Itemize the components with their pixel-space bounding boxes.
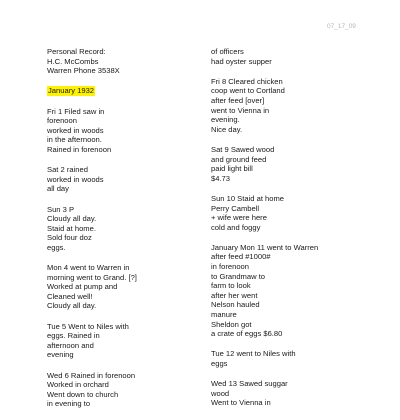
diary-entry-line: in evening to (47, 399, 91, 409)
diary-entry-line: Worked at pump and (47, 282, 118, 292)
diary-entry-line: Tue 5 Went to Niles with (47, 321, 129, 331)
diary-entry-line: Nelson hauled (211, 300, 260, 310)
diary-entry-line: eggs. Rained in (47, 331, 100, 341)
diary-entry-line: cold and foggy (211, 222, 261, 232)
diary-entry-line: $4.73 (211, 173, 231, 183)
diary-entry (47, 371, 197, 409)
diary-entry-line: Sun 10 Staid at home (211, 193, 285, 203)
diary-entry (211, 47, 361, 66)
diary-entry-line: afternoon and (47, 340, 94, 350)
header-block (47, 47, 197, 76)
diary-entry (47, 107, 197, 155)
diary-entry (47, 165, 197, 194)
left-entries (47, 107, 197, 409)
diary-entry-line: Worked in orchard (47, 380, 109, 390)
diary-entry-line: Rained in forenoon (47, 144, 112, 154)
diary-entry-line: after feed #1000# (211, 252, 271, 262)
diary-entry-line: a crate of eggs $6.80 (211, 329, 283, 339)
diary-entry-line: Cloudy all day. (47, 214, 97, 224)
diary-entry-line: morning went to Grand. [?] (47, 272, 137, 282)
diary-entry-line: in forenoon (211, 262, 249, 272)
diary-entry-line: eggs. (47, 242, 66, 252)
diary-entry-line: worked in woods (47, 174, 104, 184)
left-column (47, 47, 197, 420)
diary-entry-line: evening. (211, 115, 240, 125)
diary-entry-line: to Grandmaw to (211, 271, 266, 281)
page-number: 07_17_09 (327, 23, 356, 30)
diary-entry-line: had oyster supper (211, 56, 272, 66)
diary-entry-line: all day (47, 184, 69, 194)
diary-entry (211, 349, 361, 368)
right-column (211, 47, 361, 419)
diary-entry-line: after feed [over] (211, 95, 265, 105)
diary-entry (47, 322, 197, 360)
diary-entry-line: + wife were here (211, 213, 267, 223)
diary-entry (47, 205, 197, 253)
diary-entry-line: Sat 2 rained (47, 165, 88, 175)
diary-entry-line: coop went to Cortland (211, 86, 285, 96)
diary-entry-line: Nice day. (211, 124, 243, 134)
diary-entry (211, 379, 361, 408)
diary-entry-line: Fri 1 Filed saw in (47, 106, 105, 116)
diary-entry-line: forenoon (47, 116, 77, 126)
diary-entry-line: went to Vienna in (211, 105, 270, 115)
diary-entry-line: in the afternoon. (47, 135, 102, 145)
header-line: Warren Phone 3538X (47, 66, 120, 76)
diary-entry-line: Sun 3 P (47, 204, 75, 214)
diary-entry-line: Sheldon got (211, 319, 252, 329)
diary-entry-line: Wed 6 Rained in forenoon (47, 370, 136, 380)
diary-entry-line: Sold four doz (47, 233, 92, 243)
diary-entry-line: Wed 13 Sawed suggar (211, 379, 288, 389)
month-heading-highlight: January 1932 (48, 86, 95, 96)
diary-entry-line: Went to Vienna in (211, 398, 271, 408)
diary-entry-line: evening (47, 350, 74, 360)
diary-entry (211, 194, 361, 232)
diary-entry-line: after her went (211, 290, 258, 300)
right-entries (211, 47, 361, 408)
diary-entry-line: Mon 4 went to Warren in (47, 263, 130, 273)
diary-entry-line: Cloudy all day. (47, 301, 97, 311)
diary-entry-line: worked in woods (47, 125, 104, 135)
diary-entry-line: Cleaned well! (47, 291, 93, 301)
diary-entry-line: Tue 12 went to Niles with (211, 349, 296, 359)
diary-entry-line: Went down to church (47, 389, 119, 399)
diary-entry-line: Sat 9 Sawed wood (211, 144, 275, 154)
diary-entry-line: farm to look (211, 281, 251, 291)
diary-entry-line: Staid at home. (47, 223, 96, 233)
diary-entry (47, 263, 197, 311)
diary-entry-line: and ground feed (211, 154, 267, 164)
diary-entry-line: Fri 8 Cleared chicken (211, 76, 283, 86)
diary-entry-line: Perry Cambell (211, 203, 260, 213)
diary-entry-line: eggs (211, 359, 228, 368)
diary-entry (211, 243, 361, 339)
diary-entry-line: wood (211, 388, 230, 398)
diary-entry (211, 145, 361, 183)
diary-entry-line: January Mon 11 went to Warren (211, 242, 319, 252)
diary-entry-line: manure (211, 310, 237, 320)
diary-entry-line: paid light bill (211, 164, 253, 174)
month-heading-block (47, 86, 197, 96)
header-line: H.C. McCombs (47, 56, 99, 66)
diary-entry-line: of officers (211, 47, 244, 56)
header-line: Personal Record: (47, 47, 106, 56)
diary-entry (211, 77, 361, 135)
